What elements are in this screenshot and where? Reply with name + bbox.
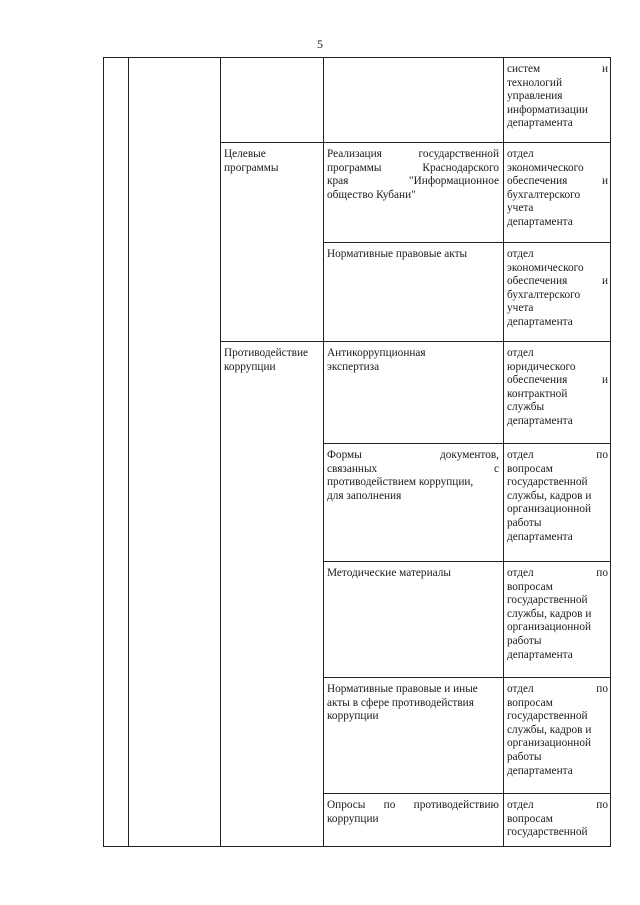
word: вопросам [507, 812, 553, 825]
word: государственной [507, 826, 588, 839]
text-line [327, 361, 499, 375]
word: Противодействие [224, 347, 309, 359]
text-line [507, 162, 608, 176]
word: отдел [507, 248, 534, 260]
text-line [327, 189, 499, 203]
word: государственной [507, 594, 588, 607]
word: коррупции [224, 360, 276, 373]
text-line [507, 531, 608, 545]
text-line [507, 621, 608, 635]
topic-cell [327, 683, 499, 724]
word: организационной [507, 503, 592, 516]
word: систем [507, 63, 541, 75]
section-heading [224, 148, 320, 175]
word: программы [327, 161, 382, 174]
text-line [507, 737, 608, 751]
word: Антикоррупционная [327, 347, 426, 359]
text-line [507, 683, 608, 697]
text-line [507, 765, 608, 779]
word: бухгалтерского [507, 188, 581, 201]
word: акты в сфере противодействия [327, 696, 474, 709]
column-divider [503, 57, 504, 847]
text-line [327, 697, 499, 711]
text-line [507, 635, 608, 649]
word: экономического [507, 261, 584, 274]
text-line [327, 162, 499, 176]
table-border-top [103, 57, 611, 58]
word: по [383, 799, 396, 811]
word: службы, кадров и [507, 607, 592, 620]
text-line [507, 90, 608, 104]
row-divider [323, 443, 610, 444]
text-line [507, 826, 608, 840]
text-line [327, 813, 499, 827]
word: обеспечения [507, 374, 568, 387]
word: Реализация [327, 148, 382, 160]
word: Нормативные правовые и иные [327, 683, 478, 695]
text-line [507, 710, 608, 724]
word: государственной [507, 476, 588, 489]
word: вопросам [507, 696, 553, 709]
text-line [327, 683, 499, 697]
word: департамента [507, 215, 573, 228]
text-line [327, 463, 499, 477]
word: управления [507, 90, 563, 103]
text-line [507, 724, 608, 738]
word: контрактной [507, 387, 568, 400]
word: противодействием коррупции, [327, 476, 474, 489]
word: Целевые [224, 148, 266, 160]
text-line [507, 581, 608, 595]
word: с [493, 462, 499, 475]
text-line [327, 175, 499, 189]
text-line [327, 148, 499, 162]
content-table [103, 57, 611, 847]
text-line [507, 751, 608, 765]
column-divider [220, 57, 221, 847]
text-line [507, 289, 608, 303]
word: коррупции [327, 812, 379, 825]
word: обеспечения [507, 175, 568, 188]
word: государственной [418, 148, 499, 160]
topic-cell [327, 148, 499, 202]
word: работы [507, 516, 542, 529]
topic-cell [327, 347, 499, 374]
text-line [507, 248, 608, 262]
word: по [596, 799, 608, 811]
word: организационной [507, 737, 592, 750]
word: по [596, 683, 608, 695]
word: программы [224, 161, 279, 174]
word: департамента [507, 648, 573, 661]
word: противодействию [413, 799, 499, 811]
word: Краснодарского [422, 161, 499, 174]
text-line [507, 415, 608, 429]
text-line [224, 148, 320, 162]
word: службы, кадров и [507, 723, 592, 736]
word: отдел [507, 567, 534, 579]
topic-cell [327, 567, 499, 581]
word: информатизации [507, 103, 588, 116]
section-divider [220, 341, 610, 342]
text-line [507, 697, 608, 711]
text-line [507, 388, 608, 402]
word: отдел [507, 148, 534, 160]
text-line [507, 175, 608, 189]
text-line [507, 202, 608, 216]
word: отдел [507, 799, 534, 811]
word: и [601, 175, 608, 188]
word: документов, [439, 449, 499, 461]
topic-cell [327, 248, 499, 262]
word: департамента [507, 117, 573, 130]
word: бухгалтерского [507, 288, 581, 301]
text-line [507, 275, 608, 289]
section-divider [220, 142, 610, 143]
topic-cell [327, 799, 499, 826]
text-line [507, 347, 608, 361]
column-divider [128, 57, 129, 847]
word: отдел [507, 347, 534, 359]
word: Методические материалы [327, 567, 451, 579]
table-border-right [610, 57, 611, 847]
responsible-cell [507, 347, 608, 429]
text-line [507, 401, 608, 415]
word: и [601, 374, 608, 387]
responsible-cell [507, 63, 608, 131]
word: и [601, 63, 608, 75]
row-divider [323, 677, 610, 678]
word: отдел [507, 683, 534, 695]
text-line [507, 361, 608, 375]
responsible-cell [507, 148, 608, 230]
text-line [224, 361, 320, 375]
text-line [327, 490, 499, 504]
text-line [327, 248, 499, 262]
word: вопросам [507, 462, 553, 475]
text-line [507, 567, 608, 581]
text-line [224, 347, 320, 361]
text-line [507, 148, 608, 162]
column-divider [323, 57, 324, 847]
word: края [327, 175, 349, 188]
text-line [507, 608, 608, 622]
text-line [327, 710, 499, 724]
word: по [596, 567, 608, 579]
text-line [507, 216, 608, 230]
table-border-bottom [103, 846, 611, 847]
text-line [507, 476, 608, 490]
word: связанных [327, 462, 378, 475]
text-line [507, 262, 608, 276]
responsible-cell [507, 248, 608, 330]
word: Опросы [327, 799, 366, 811]
section-heading [224, 347, 320, 374]
word: экспертиза [327, 360, 380, 373]
text-line [507, 594, 608, 608]
word: службы, кадров и [507, 489, 592, 502]
topic-cell [327, 449, 499, 503]
text-line [224, 162, 320, 176]
word: учета [507, 302, 534, 315]
text-line [507, 503, 608, 517]
text-line [507, 799, 608, 813]
word: "Информационное [409, 175, 499, 188]
word: департамента [507, 530, 573, 543]
text-line [507, 490, 608, 504]
word: технологий [507, 76, 563, 89]
word: службы [507, 401, 545, 414]
word: государственной [507, 710, 588, 723]
row-divider [323, 242, 610, 243]
text-line [327, 799, 499, 813]
responsible-cell [507, 799, 608, 840]
text-line [327, 347, 499, 361]
word: общество Кубани" [327, 188, 416, 201]
text-line [507, 189, 608, 203]
word: и [601, 275, 608, 288]
word: по [596, 449, 608, 461]
text-line [507, 104, 608, 118]
text-line [507, 63, 608, 77]
word: учета [507, 202, 534, 215]
text-line [507, 463, 608, 477]
word: отдел [507, 449, 534, 461]
word: Формы [327, 449, 362, 461]
word: вопросам [507, 580, 553, 593]
word: Нормативные правовые акты [327, 248, 468, 260]
responsible-cell [507, 567, 608, 662]
text-line [507, 649, 608, 663]
responsible-cell [507, 449, 608, 544]
text-line [507, 517, 608, 531]
table-border-left [103, 57, 104, 847]
word: юридического [507, 360, 576, 373]
text-line [507, 374, 608, 388]
text-line [507, 302, 608, 316]
text-line [327, 449, 499, 463]
row-divider [323, 793, 610, 794]
word: департамента [507, 414, 573, 427]
word: работы [507, 750, 542, 763]
word: экономического [507, 161, 584, 174]
word: для заполнения [327, 489, 402, 502]
row-divider [323, 561, 610, 562]
word: обеспечения [507, 275, 568, 288]
text-line [327, 476, 499, 490]
text-line [507, 117, 608, 131]
text-line [507, 77, 608, 91]
word: организационной [507, 621, 592, 634]
word: департамента [507, 315, 573, 328]
word: работы [507, 634, 542, 647]
word: департамента [507, 764, 573, 777]
responsible-cell [507, 683, 608, 778]
text-line [507, 813, 608, 827]
word: коррупции [327, 710, 379, 723]
text-line [507, 316, 608, 330]
page-number: 5 [317, 37, 323, 51]
text-line [327, 567, 499, 581]
text-line [507, 449, 608, 463]
